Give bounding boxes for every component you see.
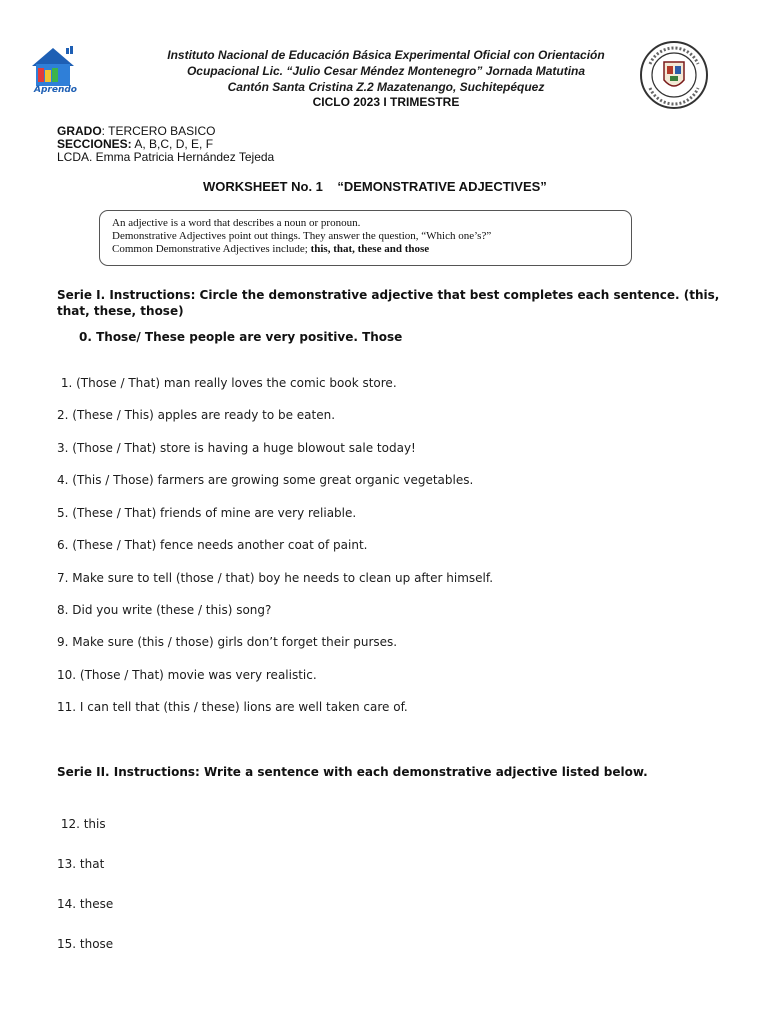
sections-line <box>57 138 213 150</box>
serie1-instructions: Serie I. Instructions: Circle the demonstrative adjective that best completes each sentence. (this, that, these, those) <box>57 288 720 318</box>
logo-left-text: Aprendo <box>34 85 77 95</box>
serie1-item-1: 1. (Those / That) man really loves the comic book store. <box>57 376 397 390</box>
definition-line-1: An adjective is a word that describes a noun or pronoun. <box>112 217 361 229</box>
institute-name-line1: Instituto Nacional de Educación Básica Experimental Oficial con Orientación <box>167 48 605 62</box>
serie1-item-5: 5. (These / That) friends of mine are very reliable. <box>57 506 357 520</box>
serie2-item-these: 14. these <box>57 897 114 911</box>
grade-value: : TERCERO BASICO <box>101 124 216 138</box>
serie1-example: 0. Those/ These people are very positive. Those <box>79 330 403 344</box>
institute-address: Cantón Santa Cristina Z.2 Mazatenango, Suchitepéquez <box>227 80 545 94</box>
serie1-item-4: 4. (This / Those) farmers are growing some great organic vegetables. <box>57 473 474 487</box>
institute-name-line2: Ocupacional Lic. “Julio Cesar Méndez Montenegro” Jornada Matutina <box>186 64 586 78</box>
sections-label: SECCIONES: <box>57 137 132 151</box>
serie1-item-3: 3. (Those / That) store is having a huge blowout sale today! <box>57 441 416 455</box>
serie1-item-9: 9. Make sure (this / those) girls don’t forget their purses. <box>57 635 398 649</box>
cycle-term: CICLO 2023 I TRIMESTRE <box>312 95 460 109</box>
grade-line <box>57 125 215 137</box>
serie1-item-10: 10. (Those / That) movie was very realistic. <box>57 668 317 682</box>
serie1-item-11: 11. I can tell that (this / these) lions are well taken care of. <box>57 700 408 714</box>
definition-line-3-bold: this, that, these and those <box>310 243 430 255</box>
serie1-item-7: 7. Make sure to tell (those / that) boy he needs to clean up after himself. <box>57 571 494 585</box>
definition-line-3-prefix: Common Demonstrative Adjectives include; <box>112 243 311 255</box>
worksheet-title: WORKSHEET No. 1 “DEMONSTRATIVE ADJECTIVES” <box>203 179 547 194</box>
serie1-item-8: 8. Did you write (these / this) song? <box>57 603 272 617</box>
serie2-item-those: 15. those <box>57 937 114 951</box>
sections-value: A, B,C, D, E, F <box>131 137 214 151</box>
serie1-item-2: 2. (These / This) apples are ready to be eaten. <box>57 408 336 422</box>
serie2-item-that: 13. that <box>57 857 105 871</box>
definition-line-2: Demonstrative Adjectives point out things. They answer the question, “Which one’s?” <box>112 230 492 242</box>
serie1-item-6: 6. (These / That) fence needs another coat of paint. <box>57 538 368 552</box>
definition-line-3 <box>112 243 429 255</box>
grade-label: GRADO <box>57 124 102 138</box>
serie2-item-this: 12. this <box>57 817 106 831</box>
serie2-instructions: Serie II. Instructions: Write a sentence with each demonstrative adjective listed below. <box>57 765 648 779</box>
teacher-name: LCDA. Emma Patricia Hernández Tejeda <box>57 150 275 164</box>
school-logo-left <box>28 44 78 96</box>
